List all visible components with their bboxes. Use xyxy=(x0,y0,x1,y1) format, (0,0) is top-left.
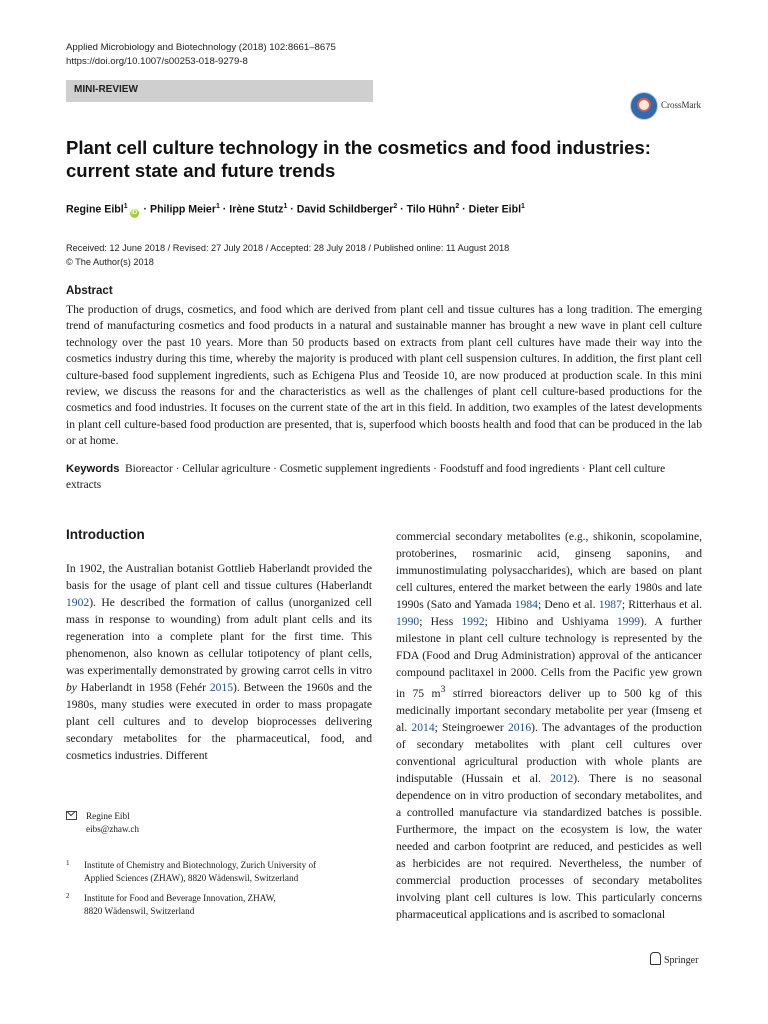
affiliation-number: 2 xyxy=(66,892,70,900)
abstract-text: The production of drugs, cosmetics, and food which are derived from plant cell and tissue cultures has a long tradition. The emerging trend of manufacturing cosmetics and food products in a natural and sustainable manner has brought a new wave in plant cell culture technology over the past 10 years. More than 50 products based on extracts from plant cell cultures have made their way into the cosmetics industry during this time, whereby the majority is produced with plant cell suspension cultures. In addition, the first plant cell culture-based food supplement ingredients, such as Echigena Plus and Teoside 10, are now produced at production scale. In this mini review, we discuss the reasons for and the characteristics as well as the challenges of plant cell culture-based productions for the cosmetics and food industries. It focuses on the current state of the art in this field. In addition, two examples of the latest developments in plant cell culture-based food production are presented, that is, superfood which boosts health and food that can be produced in the lab or at home. xyxy=(66,303,702,448)
keywords xyxy=(66,461,702,494)
affiliation-line: 8820 Wädenswil, Switzerland xyxy=(84,906,195,916)
author-name[interactable]: Tilo Hühn xyxy=(406,203,456,216)
introduction-right-column xyxy=(396,528,702,923)
corresponding-author: Regine Eibl xyxy=(86,811,130,821)
affiliation-line: Applied Sciences (ZHAW), 8820 Wädenswil, Switzerland xyxy=(84,873,299,883)
author-affiliation-marker: 1 xyxy=(123,203,128,210)
author-separator: · xyxy=(219,203,230,216)
author-affiliation-marker: 2 xyxy=(455,203,460,210)
publication-history xyxy=(66,242,509,269)
corresponding-email[interactable]: eibs@zhaw.ch xyxy=(86,824,140,834)
body-text: ). The advantages of the production of secondary metabolites with plant cell cultures over conventional agricultural production with whole plants are indisputable (Hussain et al. xyxy=(396,720,702,785)
dates-line: Received: 12 June 2018 / Revised: 27 July 2018 / Accepted: 28 July 2018 / Published online: 11 August 2018 xyxy=(66,243,510,253)
citation-link[interactable]: 1984 xyxy=(514,598,538,611)
author-name[interactable]: Regine Eibl xyxy=(66,203,124,216)
publisher-name: Springer xyxy=(664,955,699,966)
orcid-icon[interactable]: iD xyxy=(131,209,138,216)
introduction-heading: Introduction xyxy=(66,527,145,542)
body-text: ; Ritterhaus et al. xyxy=(621,598,702,611)
body-text: Haberlandt in 1958 (Fehér xyxy=(76,681,210,694)
body-text: stirred bioreactors deliver up to 500 kg of this medicinally important secondary metabolite per year (Imseng et al. xyxy=(396,686,702,734)
affiliation-line: Institute of Chemistry and Biotechnology, Zurich University of xyxy=(84,860,317,870)
author-separator: · xyxy=(140,203,151,216)
keywords-heading: Keywords xyxy=(66,463,120,475)
citation-link[interactable]: 2015 xyxy=(209,681,233,694)
author-separator: · xyxy=(459,203,469,216)
author-name[interactable]: David Schildberger xyxy=(296,203,394,216)
keywords-text: Bioreactor · Cellular agriculture · Cosmetic supplement ingredients · Foodstuff and food ingredients · Plant cell culture extracts xyxy=(66,463,666,492)
body-text: In 1902, the Australian botanist Gottlieb Haberlandt provided the basis for the usage of plant cell and tissue cultures (Haberlandt xyxy=(66,562,372,592)
body-text: ; Hibino and Ushiyama xyxy=(484,615,617,628)
body-text-italic: by xyxy=(66,681,77,694)
author-separator: · xyxy=(287,203,297,216)
author-affiliation-marker: 1 xyxy=(521,203,525,210)
author-affiliation-marker: 1 xyxy=(283,203,288,210)
publisher-logo xyxy=(650,952,698,966)
author-list xyxy=(66,203,525,218)
citation-link[interactable]: 1902 xyxy=(66,596,90,609)
affiliation-line: Institute for Food and Beverage Innovation, ZHAW, xyxy=(84,893,276,903)
citation-link[interactable]: 1992 xyxy=(461,615,485,628)
citation-link[interactable]: 1999 xyxy=(616,615,641,628)
body-text: ; Deno et al. xyxy=(537,598,599,611)
article-title: Plant cell culture technology in the cosmetics and food industries: current state and future trends xyxy=(66,137,651,181)
abstract-heading: Abstract xyxy=(66,285,113,297)
citation-link[interactable]: 2016 xyxy=(507,720,532,734)
author-separator: · xyxy=(397,203,407,216)
author-affiliation-marker: 2 xyxy=(393,203,398,210)
article-type-label: MINI-REVIEW xyxy=(74,84,138,95)
body-text: ). A further milestone in plant cell culture technology is represented by the FDA (Food and Drug Administration) approval of the anticancer compound paclitaxel in 2000. Cells from the Pacific yew grown in 75 m xyxy=(396,615,702,700)
body-text: ; Steingroewer xyxy=(434,720,508,734)
crossmark-badge[interactable] xyxy=(630,92,720,122)
citation-link[interactable]: 2014 xyxy=(411,720,435,734)
citation-link[interactable]: 1987 xyxy=(598,598,622,611)
article-type-bar xyxy=(66,80,373,102)
author-name[interactable]: Philipp Meier xyxy=(150,203,216,216)
citation-link[interactable]: 2012 xyxy=(550,771,574,785)
author-name[interactable]: Dieter Eibl xyxy=(468,203,522,216)
crossmark-icon xyxy=(630,92,658,120)
springer-horse-icon xyxy=(650,952,661,965)
author-name[interactable]: Irène Stutz xyxy=(229,203,284,216)
body-text: ; Hess xyxy=(419,615,462,628)
body-text: ). There is no seasonal dependence on in vitro production of secondary metabolites, and a controlled manufacture via standardized batches is possible. Furthermore, the impact on the ecosystem is low, the water needed and carbon footprint are reduced, and pesticides as well as herbicides are not required. Nevertheless, the number of commercial production processes of secondary metabolites involving plant cell cultures is low. This particularly concerns pharmaceutical applications and is ascribed to somaclonal xyxy=(396,771,702,921)
citation-link[interactable]: 1990 xyxy=(396,615,420,628)
crossmark-label: CrossMark xyxy=(661,100,701,110)
body-text: ). He described the formation of callus (unorganized cell mass in response to wounding) from adult plant cells and its regeneration into a complete plant for the first time. This phenomenon, also known as cellular totipotency of plant cells, was experimentally demonstrated by growing carrot cells in vitro xyxy=(66,596,372,677)
author-affiliation-marker: 1 xyxy=(215,203,220,210)
doi-link[interactable]: https://doi.org/10.1007/s00253-018-9279-8 xyxy=(66,56,248,67)
journal-citation: Applied Microbiology and Biotechnology (2018) 102:8661–8675 xyxy=(66,42,336,53)
superscript: 3 xyxy=(440,684,446,695)
affiliation-number: 1 xyxy=(66,859,70,867)
copyright-line: © The Author(s) 2018 xyxy=(66,256,154,267)
body-text: ). Between the 1960s and the 1980s, many studies were executed in order to mass propagate plant cell cultures and to develop bioprocesses delivering secondary metabolites for the pharmaceutical, food, and cosmetics industries. Different xyxy=(66,681,372,762)
envelope-icon xyxy=(66,811,77,820)
body-text: commercial secondary metabolites (e.g., shikonin, scopolamine, protoberines, rosmarinic acid, ginseng saponins, and immunostimulating polysaccharides), which are based on plant cell cultures, entered the market between the early 1980s and late 1990s (Sato and Yamada xyxy=(396,530,702,611)
introduction-left-column xyxy=(66,560,372,764)
journal-header xyxy=(66,41,336,69)
